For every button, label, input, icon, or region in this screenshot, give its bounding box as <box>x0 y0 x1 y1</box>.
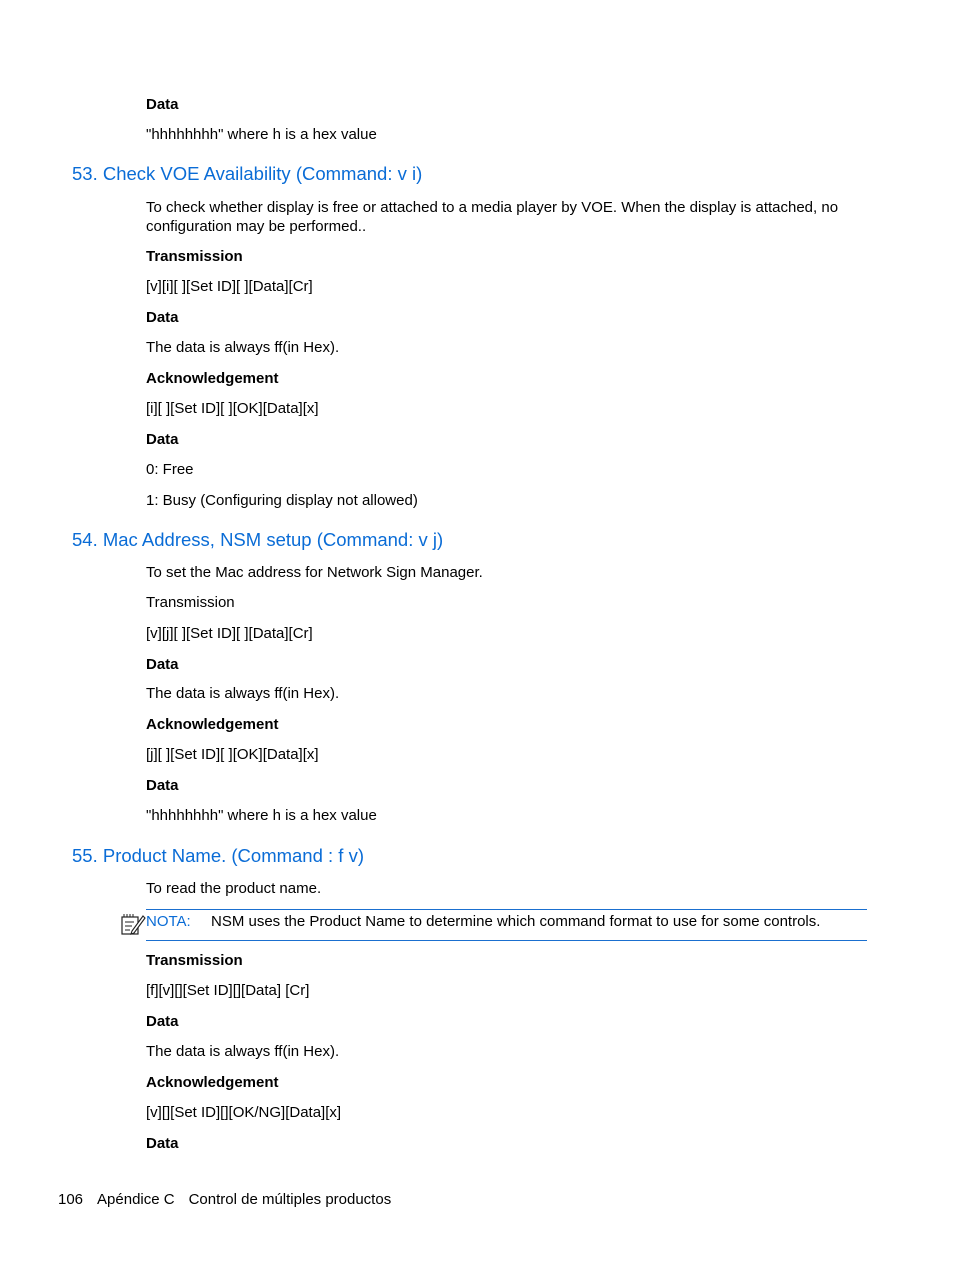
acknowledgement-label: Acknowledgement <box>146 716 279 733</box>
acknowledgement-value: [j][ ][Set ID][ ][OK][Data][x] <box>146 746 319 763</box>
section-53-heading: 53. Check VOE Availability (Command: v i) <box>72 163 423 184</box>
acknowledgement-value: [v][][Set ID][][OK/NG][Data][x] <box>146 1104 342 1121</box>
data-value: The data is always ff(in Hex). <box>146 339 340 356</box>
chapter-title: Control de múltiples productos <box>188 1191 392 1208</box>
data-value: 1: Busy (Configuring display not allowed) <box>146 492 418 509</box>
section-54-heading: 54. Mac Address, NSM setup (Command: v j) <box>72 529 444 550</box>
data-label: Data <box>146 96 179 113</box>
note-pencil-icon <box>120 912 146 936</box>
data-label: Data <box>146 431 179 448</box>
section-54-intro: To set the Mac address for Network Sign Manager. <box>146 564 483 581</box>
section-53-intro: To check whether display is free or attached to a media player by VOE. When the display is attached, no configuration may be performed.. <box>146 199 839 235</box>
data-label: Data <box>146 1013 179 1030</box>
data-label: Data <box>146 656 179 673</box>
section-55-heading: 55. Product Name. (Command : f v) <box>72 845 364 866</box>
transmission-value: [v][j][ ][Set ID][ ][Data][Cr] <box>146 625 313 642</box>
transmission-value: [v][i][ ][Set ID][ ][Data][Cr] <box>146 278 313 295</box>
acknowledgement-label: Acknowledgement <box>146 1074 279 1091</box>
transmission-label: Transmission <box>146 594 235 611</box>
data-label: Data <box>146 309 179 326</box>
transmission-label: Transmission <box>146 952 243 969</box>
page-number: 106 <box>58 1191 84 1208</box>
acknowledgement-label: Acknowledgement <box>146 370 279 387</box>
data-label: Data <box>146 777 179 794</box>
data-label: Data <box>146 1135 179 1152</box>
transmission-label: Transmission <box>146 248 243 265</box>
note-label: NOTA: <box>146 913 191 930</box>
appendix-label: Apéndice C <box>97 1191 175 1208</box>
acknowledgement-value: [i][ ][Set ID][ ][OK][Data][x] <box>146 400 319 417</box>
section-55-intro: To read the product name. <box>146 880 322 897</box>
note-text: NSM uses the Product Name to determine which command format to use for some controls. <box>211 913 821 930</box>
data-value: "hhhhhhhh" where h is a hex value <box>146 126 377 143</box>
note-top-rule <box>146 909 867 910</box>
data-value: 0: Free <box>146 461 194 478</box>
transmission-value: [f][v][][Set ID][][Data] [Cr] <box>146 982 310 999</box>
note-bottom-rule <box>146 940 867 941</box>
data-value: "hhhhhhhh" where h is a hex value <box>146 807 377 824</box>
page-footer <box>58 1191 405 1208</box>
data-value: The data is always ff(in Hex). <box>146 685 340 702</box>
data-value: The data is always ff(in Hex). <box>146 1043 340 1060</box>
